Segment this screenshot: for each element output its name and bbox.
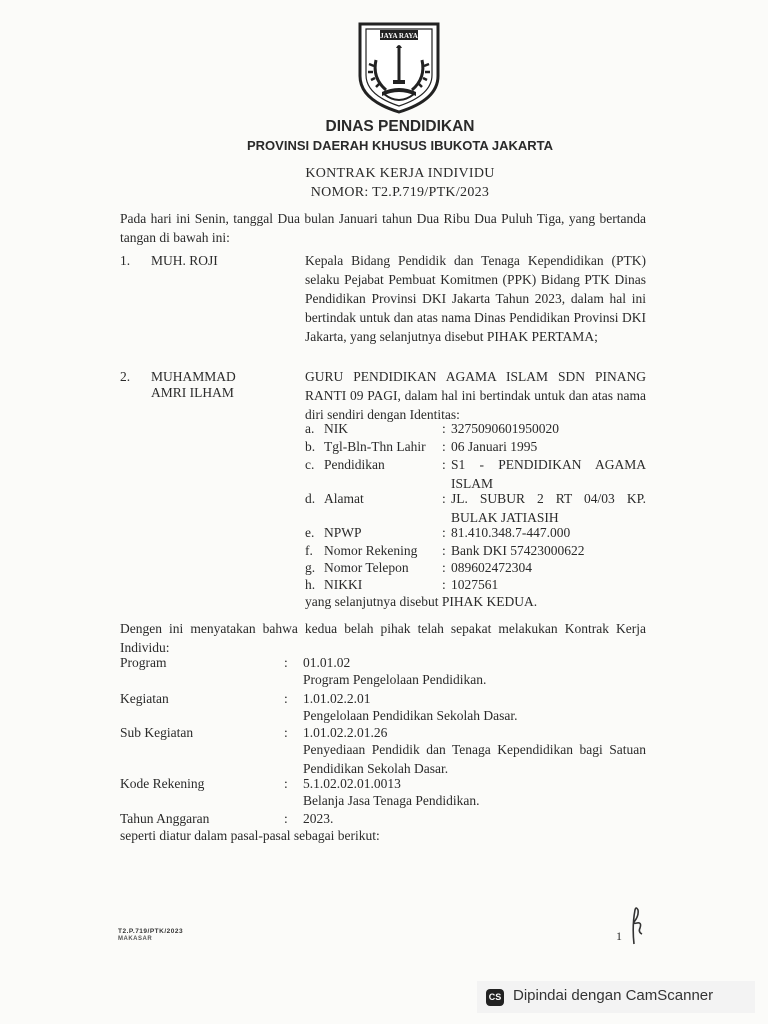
identity-label: Alamat — [324, 491, 364, 506]
identity-value: 81.410.348.7-447.000 — [451, 525, 571, 540]
contract-title: KONTRAK KERJA INDIVIDU — [305, 166, 495, 181]
party-2-number: 2. — [120, 369, 131, 384]
identity-letter: d. — [305, 491, 316, 506]
identity-label: NPWP — [324, 525, 362, 540]
identity-colon: : — [442, 457, 446, 472]
footer-reference: T2.P.719/PTK/2023 — [118, 928, 184, 935]
budget-label: Kegiatan — [120, 691, 169, 706]
budget-colon: : — [284, 655, 288, 670]
camscanner-logo-icon: CS — [486, 989, 504, 1006]
footer-reference-city: MAKASAR — [118, 936, 153, 942]
identity-letter: e. — [305, 525, 315, 540]
identity-colon: : — [442, 543, 446, 558]
budget-description: Program Pengelolaan Pendidikan. — [303, 672, 487, 687]
identity-colon: : — [442, 439, 446, 454]
identity-letter: h. — [305, 577, 316, 592]
identity-colon: : — [442, 421, 446, 436]
identity-letter: b. — [305, 439, 316, 454]
identity-value: JL. SUBUR 2 RT 04/03 KP. BULAK JATIASIH — [451, 491, 646, 525]
office-title: DINAS PENDIDIKAN — [325, 118, 475, 135]
identity-label: Nomor Telepon — [324, 560, 409, 575]
identity-label: NIK — [324, 421, 348, 436]
budget-label: Tahun Anggaran — [120, 811, 210, 826]
party-2-description: GURU PENDIDIKAN AGAMA ISLAM SDN PINANG RANTI 09 PAGI, dalam hal ini bertindak untuk dan atas nama diri sendiri dengan Identitas: — [305, 369, 646, 422]
contract-number: NOMOR: T2.P.719/PTK/2023 — [310, 185, 490, 200]
party-1-description: Kepala Bidang Pendidik dan Tenaga Kependidikan (PTK) selaku Pejabat Pembuat Komitmen (PPK) Bidang PTK Dinas Pendidikan Provinsi DKI Jakarta Tahun 2023, dalam hal ini bertindak untuk dan atas nama Dinas Pendidikan Provinsi DKI Jakarta, yang selanjutnya disebut PIHAK PERTAMA; — [305, 253, 646, 344]
budget-label: Kode Rekening — [120, 776, 205, 791]
identity-label: Pendidikan — [324, 457, 385, 472]
budget-code: 01.01.02 — [303, 655, 351, 670]
budget-label: Sub Kegiatan — [120, 725, 194, 740]
party-1-name: MUH. ROJI — [151, 253, 218, 268]
camscanner-text: Dipindai dengan CamScanner — [513, 987, 714, 1004]
identity-letter: c. — [305, 457, 315, 472]
closing-line: seperti diatur dalam pasal-pasal sebagai berikut: — [120, 828, 380, 843]
budget-label: Program — [120, 655, 167, 670]
budget-code: 5.1.02.02.01.0013 — [303, 776, 401, 791]
identity-letter: g. — [305, 560, 316, 575]
identity-colon: : — [442, 491, 446, 506]
identity-value: 1027561 — [451, 577, 499, 592]
budget-colon: : — [284, 776, 288, 791]
identity-value: S1 - PENDIDIKAN AGAMA ISLAM — [451, 457, 646, 491]
identity-letter: f. — [305, 543, 313, 558]
identity-value: Bank DKI 57423000622 — [451, 543, 585, 558]
identity-value: 3275090601950020 — [451, 421, 559, 436]
identity-colon: : — [442, 560, 446, 575]
budget-code: 2023. — [303, 811, 334, 826]
identity-label: Tgl-Bln-Thn Lahir — [324, 439, 426, 454]
page-number: 1 — [616, 929, 622, 943]
party-2-closing: yang selanjutnya disebut PIHAK KEDUA. — [305, 594, 538, 609]
party-2-name-line2: AMRI ILHAM — [151, 385, 234, 400]
party-2-name-line1: MUHAMMAD — [151, 369, 236, 384]
agreement-intro: Dengen ini menyatakan bahwa kedua belah pihak telah sepakat melakukan Kontrak Kerja Individu: — [120, 621, 646, 655]
budget-code: 1.01.02.2.01.26 — [303, 725, 388, 740]
identity-value: 06 Januari 1995 — [451, 439, 538, 454]
identity-label: Nomor Rekening — [324, 543, 418, 558]
identity-letter: a. — [305, 421, 315, 436]
party-1-number: 1. — [120, 253, 131, 268]
camscanner-watermark — [477, 981, 755, 1013]
budget-description: Penyediaan Pendidik dan Tenaga Kependidikan bagi Satuan Pendidikan Sekolah Dasar. — [303, 742, 646, 776]
identity-label: NIKKI — [324, 577, 363, 592]
budget-colon: : — [284, 811, 288, 826]
budget-description: Pengelolaan Pendidikan Sekolah Dasar. — [303, 708, 518, 723]
budget-colon: : — [284, 725, 288, 740]
intro-paragraph: Pada hari ini Senin, tanggal Dua bulan Januari tahun Dua Ribu Dua Puluh Tiga, yang bertanda tangan di bawah ini: — [120, 211, 646, 245]
budget-colon: : — [284, 691, 288, 706]
paraf-signature — [624, 904, 648, 946]
office-subtitle: PROVINSI DAERAH KHUSUS IBUKOTA JAKARTA — [247, 138, 553, 153]
identity-colon: : — [442, 525, 446, 540]
svg-text:JAYA RAYA: JAYA RAYA — [380, 32, 418, 40]
identity-colon: : — [442, 577, 446, 592]
identity-value: 089602472304 — [451, 560, 532, 575]
budget-description: Belanja Jasa Tenaga Pendidikan. — [303, 793, 480, 808]
budget-code: 1.01.02.2.01 — [303, 691, 371, 706]
jaya-raya-emblem — [356, 20, 442, 114]
